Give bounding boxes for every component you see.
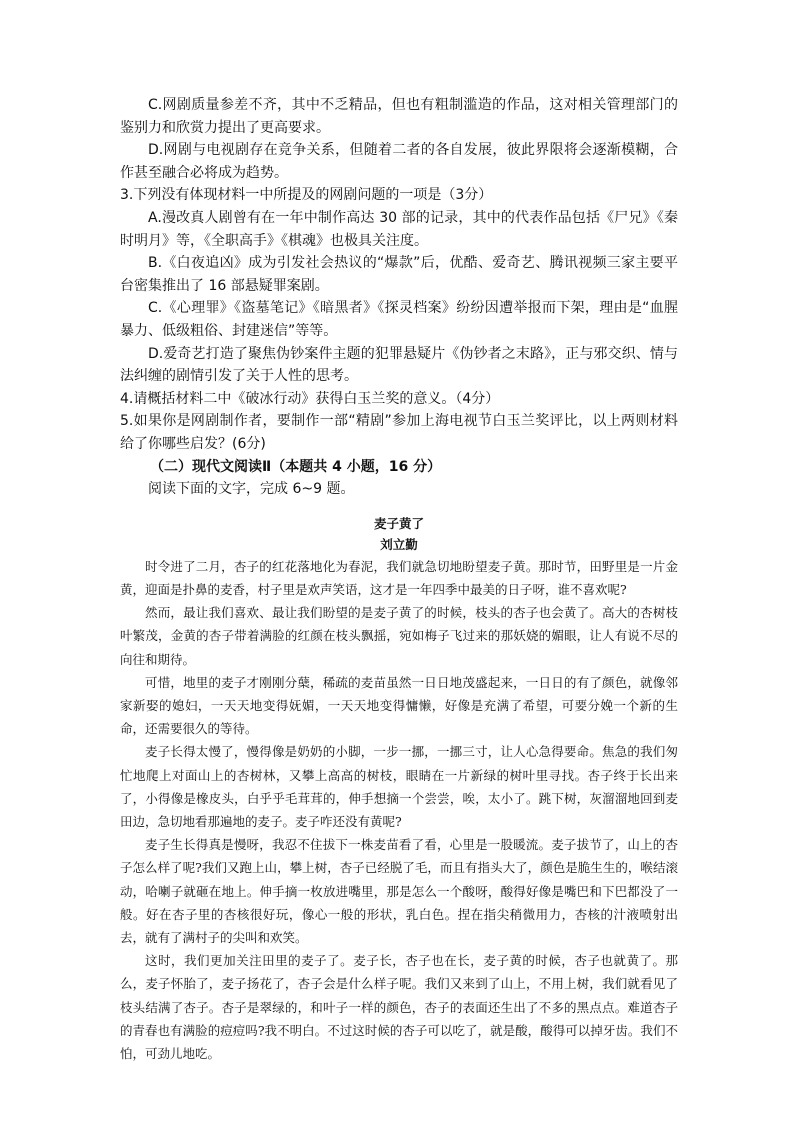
option-b-q3: B.《白夜追凶》成为引发社会热议的“爆款”后，优酷、爱奇艺、腾讯视频三家主要平台密集推出了 16 部悬疑罪案剧。 <box>120 255 678 294</box>
story-paragraph: 可惜，地里的麦子才刚刚分蘖，稀疏的麦苗虽然一日日地茂盛起来，一日日的有了颜色，就像邻家新娶的媳妇，一天天地变得妩媚，一天天地变得慵懒，好像是充满了希望，可要分娩一个新的生命，还需要很久的等待。 <box>120 674 678 737</box>
story-paragraph: 时令进了二月，杏子的红花落地化为春泥，我们就急切地盼望麦子黄。那时节，田野里是一片金黄，迎面是扑鼻的麦香，村子里是欢声笑语，这才是一年四季中最美的日子呀，谁不喜欢呢? <box>120 558 678 597</box>
story-paragraph: 这时，我们更加关注田里的麦子了。麦子长，杏子也在长，麦子黄的时候，杏子也就黄了。那么，麦子怀胎了，麦子扬花了，杏子会是什么样子呢。我们又来到了山上，不用上树，我们就看见了枝头结满了杏子。杏子是翠绿的，和叶子一样的颜色，杏子的表面还生出了不多的黑点点。难道杏子的青春也有满脸的痘痘吗?我不明白。不过这时候的杏子可以吃了，就是酸，酸得可以掉牙齿。我们不怕，可劲儿地吃。 <box>120 953 678 1061</box>
reading-instruction: 阅读下面的文字，完成 6~9 题。 <box>148 481 355 498</box>
exam-page <box>120 94 678 1065</box>
story-paragraph: 麦子长得太慢了，慢得像是奶奶的小脚，一步一挪，一挪三寸，让人心急得要命。焦急的我们匆忙地爬上对面山上的杏树林，又攀上高高的树枝，眼睛在一片新绿的树叶里寻找。杏子终于长出来了，小得像是橡皮头，白乎乎毛茸茸的，伸手想摘一个尝尝，唉，太小了。跳下树，灰溜溜地回到麦田边，急切地看那遍地的麦子。麦子咋还没有黄呢? <box>120 744 678 829</box>
questions-block <box>120 94 678 501</box>
question-3-stem: 3.下列没有体现材料一中所提及的网剧问题的一项是（3分） <box>120 187 493 204</box>
option-a-q3: A.漫改真人剧曾有在一年中制作高达 30 部的记录，其中的代表作品包括《尸兄》《秦时明月》等，《全职高手》《棋魂》也极具关注度。 <box>120 209 678 249</box>
story-title: 麦子黄了 <box>373 515 424 531</box>
story-block <box>120 513 678 1065</box>
question-5: 5.如果你是网剧制作者，要制作一部“精剧”参加上海电视节白玉兰奖评比，以上两则材料给了你哪些启发？(6分) <box>120 413 678 452</box>
section-heading: （二）现代文阅读Ⅱ（本题共 4 小题，16 分） <box>150 458 442 475</box>
option-c-q2: C.网剧质量参差不齐，其中不乏精品，但也有粗制滥造的作品，这对相关管理部门的鉴别力和欣赏力提出了更高要求。 <box>120 97 678 136</box>
story-author: 刘立勤 <box>380 536 418 552</box>
story-paragraph: 麦子生长得真是慢呀，我忍不住拔下一株麦苗看了看，心里是一股暖流。麦子拔节了，山上的杏子怎么样了呢?我们又跑上山，攀上树，杏子已经脱了毛，而且有指头大了，颜色是脆生生的，喉结滚动，哈喇子就砸在地上。伸手摘一枚放进嘴里，那是怎么一个酸呀，酸得好像是嘴巴和下巴都没了一般。好在杏子里的杏核很好玩，像心一般的形状，乳白色。捏在指尖稍微用力，杏核的汁液喷射出去，就有了满村子的尖叫和欢笑。 <box>120 837 678 945</box>
option-d-q3: D.爱奇艺打造了聚焦伪钞案件主题的犯罪悬疑片《伪钞者之末路》，正与邪交织、情与法纠缠的剧情引发了关于人性的思考。 <box>120 345 678 385</box>
option-d-q2: D.网剧与电视剧存在竞争关系，但随着二者的各自发展，彼此界限将会逐渐模糊，合作甚至融合必将成为趋势。 <box>120 142 678 181</box>
story-paragraph: 然而，最让我们喜欢、最让我们盼望的是麦子黄了的时候，枝头的杏子也会黄了。高大的杏树枝叶繁茂，金黄的杏子带着满脸的红颜在枝头飘摇，宛如梅子飞过来的那妖娆的媚眼，让人有说不尽的向往和期待。 <box>120 605 678 667</box>
question-4: 4.请概括材料二中《破冰行动》获得白玉兰奖的意义。（4分） <box>120 390 500 407</box>
option-c-q3: C.《心理罪》《盗墓笔记》《暗黑者》《探灵档案》纷纷因遭举报而下架，理由是“血腥暴力、低级粗俗、封建迷信”等等。 <box>120 300 678 339</box>
